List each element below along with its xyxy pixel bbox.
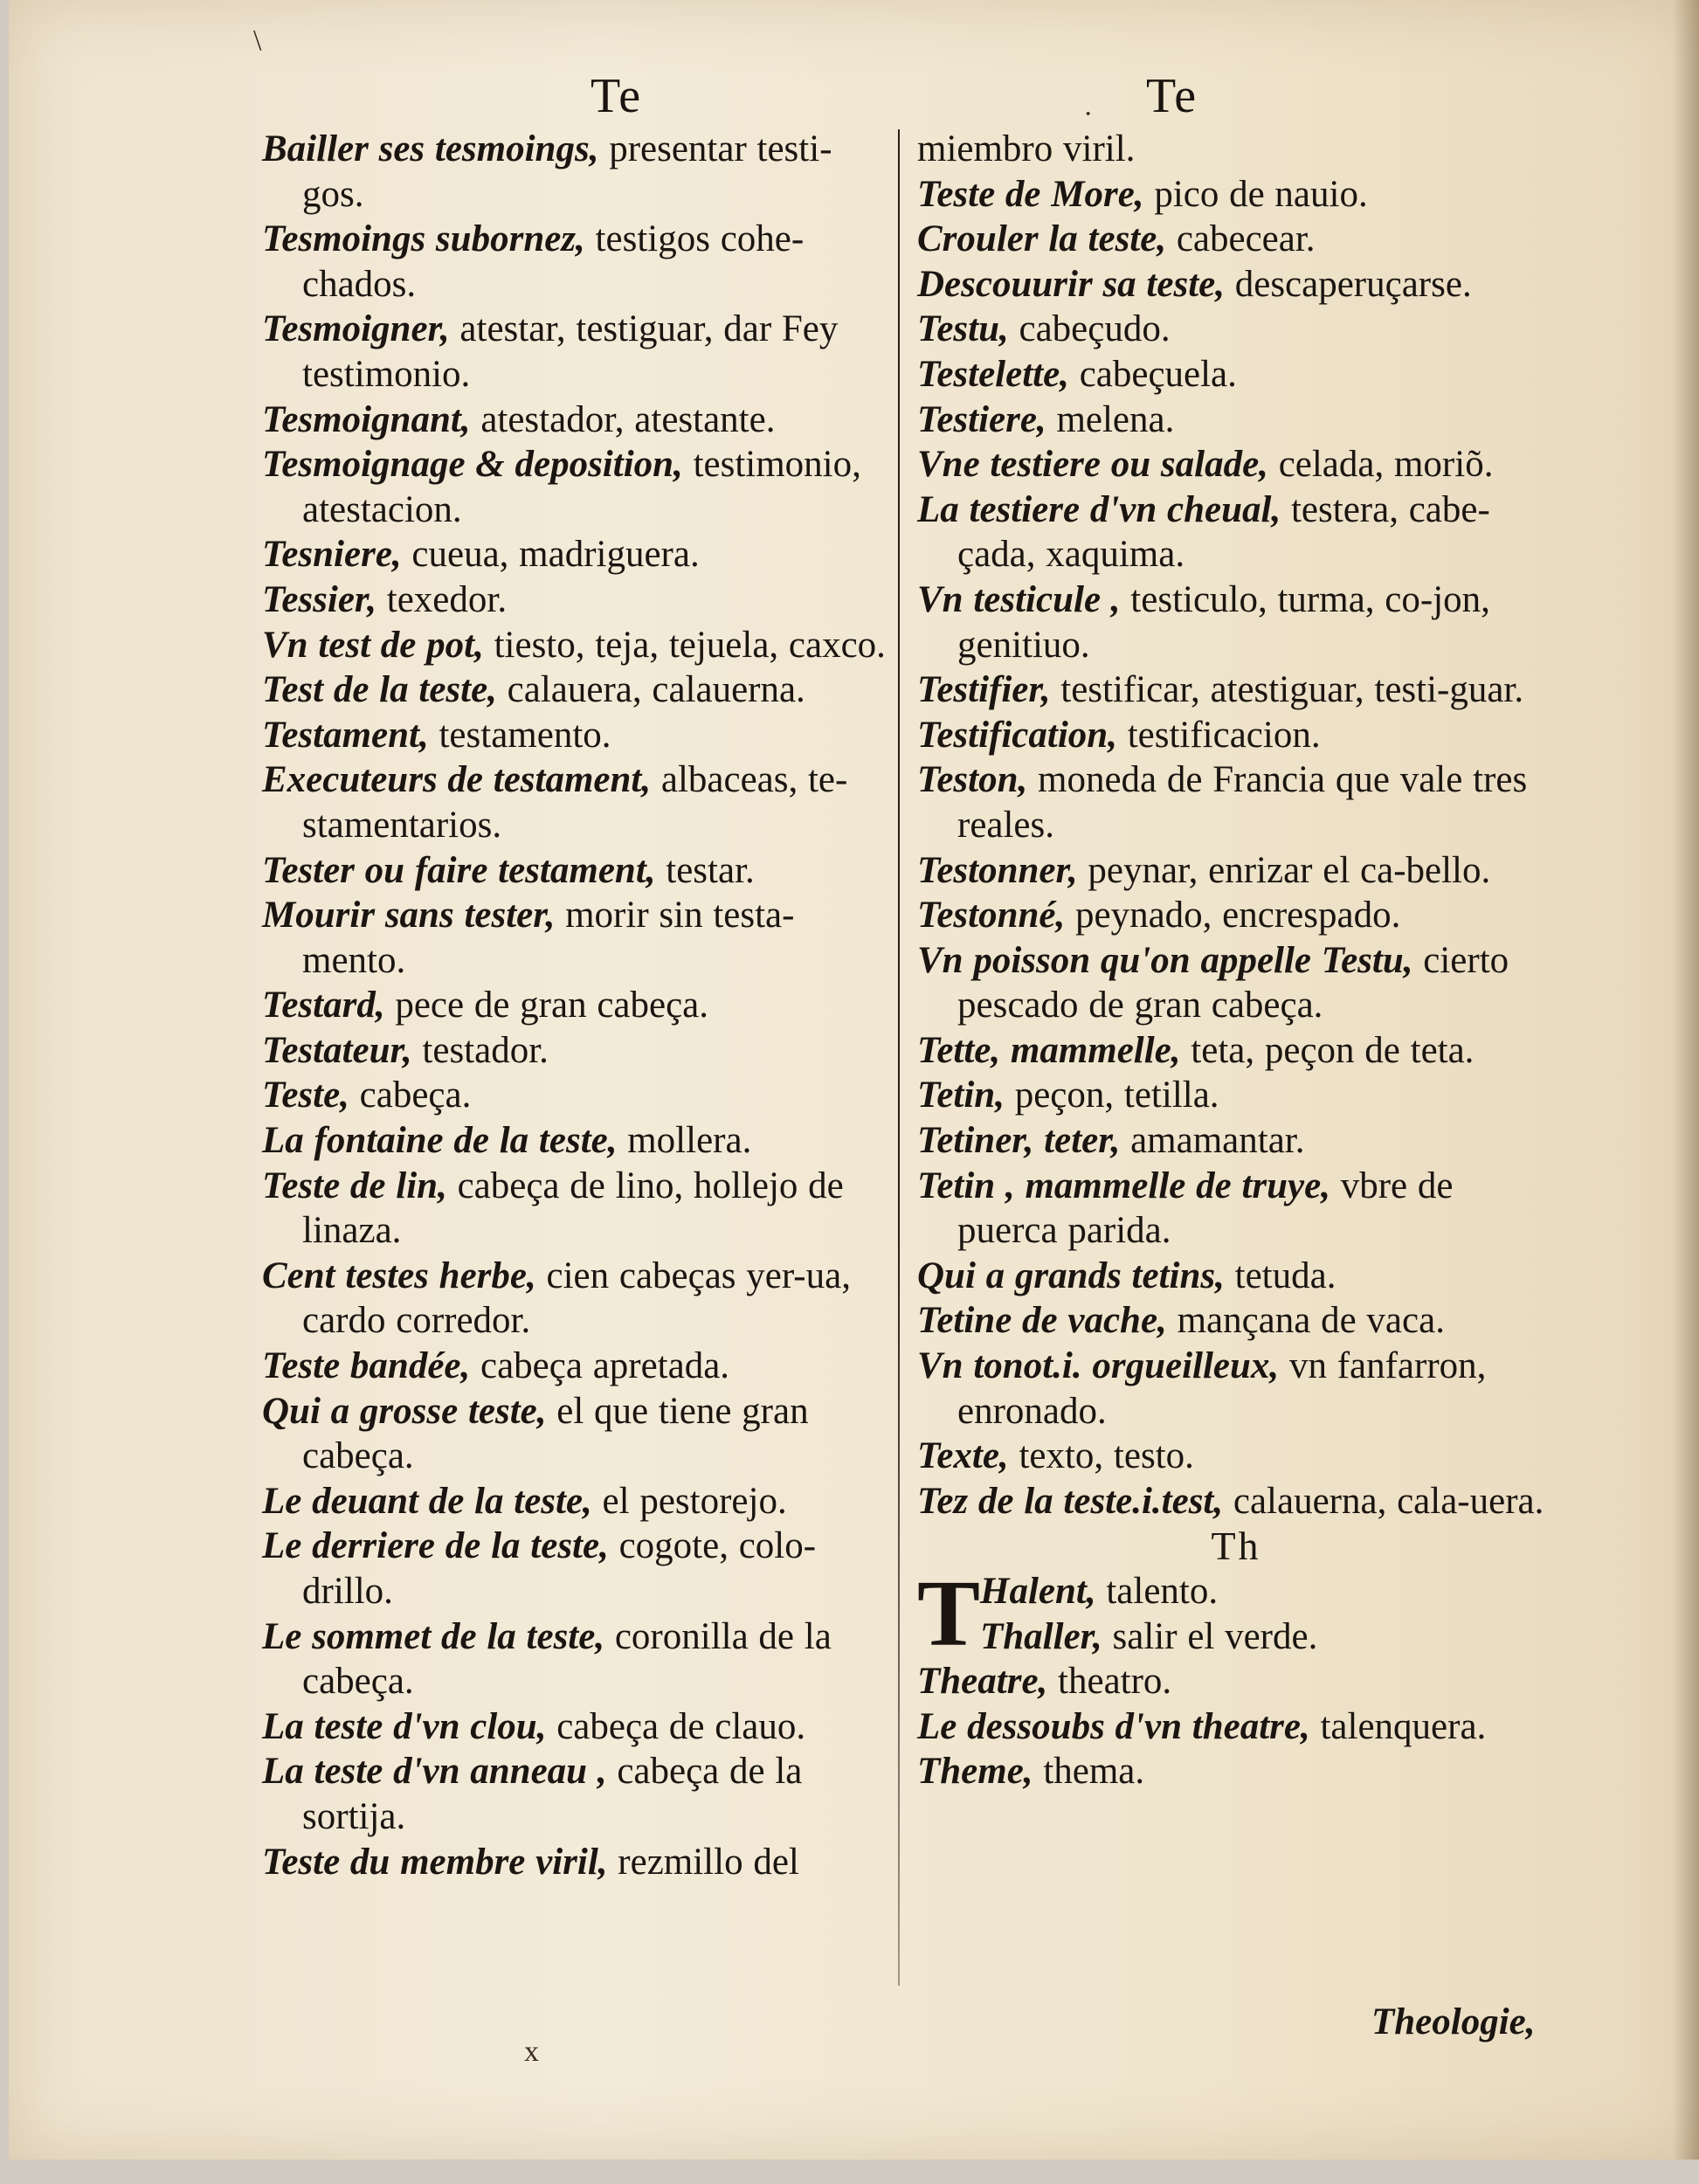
spanish-translation: texto, testo. xyxy=(1008,1435,1194,1477)
dictionary-entry xyxy=(262,1073,891,1118)
french-headword: Vne testiere ou salade, xyxy=(917,444,1268,486)
catchword: Theologie, xyxy=(1371,2001,1536,2042)
dictionary-entry xyxy=(917,1434,1555,1479)
french-headword: Texte, xyxy=(917,1435,1009,1477)
french-headword: Qui a grosse teste, xyxy=(262,1390,547,1432)
french-headword: La fontaine de la teste, xyxy=(262,1120,618,1162)
french-headword: Thaller, xyxy=(980,1615,1102,1657)
dictionary-entry xyxy=(917,848,1555,894)
french-headword: Qui a grands tetins, xyxy=(917,1254,1225,1296)
spanish-translation: atestar, testiguar, dar Fey testimonio. xyxy=(302,308,839,395)
french-headword: Tetine de vache, xyxy=(917,1300,1167,1342)
spanish-translation: melena. xyxy=(1046,398,1175,440)
spanish-translation: celada, moriõ. xyxy=(1267,444,1494,486)
dictionary-entry xyxy=(917,1749,1555,1794)
spanish-translation: atestador, atestante. xyxy=(470,398,776,440)
french-headword: Le dessoubs d'vn theatre, xyxy=(917,1705,1310,1747)
spanish-translation: cabeçuela. xyxy=(1068,353,1237,395)
french-headword: La teste d'vn clou, xyxy=(262,1705,547,1747)
dictionary-entry xyxy=(917,713,1555,758)
running-head-left: Te xyxy=(591,69,643,123)
dictionary-entry xyxy=(917,307,1555,352)
spanish-translation: testera, cabe-çada, xaquima. xyxy=(957,488,1490,576)
french-headword: La teste d'vn anneau , xyxy=(262,1751,607,1793)
column-divider xyxy=(898,129,900,1986)
dictionary-entry xyxy=(917,172,1555,218)
french-headword: Testonné, xyxy=(917,895,1066,936)
dictionary-entry xyxy=(262,532,891,577)
spanish-translation: cien cabeças yer-ua, cardo corredor. xyxy=(302,1254,851,1342)
french-headword: Bailler ses tesmoings, xyxy=(262,128,599,169)
french-headword: Testification, xyxy=(917,714,1117,756)
spanish-translation: testamento. xyxy=(428,714,611,756)
dictionary-entry xyxy=(917,1298,1555,1344)
dictionary-entry xyxy=(917,1704,1555,1750)
french-headword: Testifier, xyxy=(917,669,1051,711)
spanish-translation: cogote, colo-drillo. xyxy=(302,1525,817,1612)
th-section xyxy=(917,1562,1555,1794)
right-entries xyxy=(917,127,1555,1794)
dictionary-entry xyxy=(262,397,891,443)
spanish-translation: teta, peçon de teta. xyxy=(1180,1029,1475,1071)
dictionary-entry xyxy=(262,1749,891,1839)
right-entry-list xyxy=(917,127,1555,1524)
dictionary-entry xyxy=(262,1479,891,1524)
french-headword: Tesmoignant, xyxy=(262,398,471,440)
spanish-translation: cabeçudo. xyxy=(1008,308,1171,350)
spanish-translation: testificar, atestiguar, testi-guar. xyxy=(1050,669,1524,711)
spanish-translation: testimonio, atestacion. xyxy=(302,444,861,530)
dictionary-entry xyxy=(917,667,1555,713)
spanish-translation: tetuda. xyxy=(1224,1254,1336,1296)
spanish-translation: mollera. xyxy=(617,1120,752,1162)
dictionary-entry xyxy=(262,667,891,713)
french-headword: Executeurs de testament, xyxy=(262,759,652,801)
dictionary-entry xyxy=(262,623,891,668)
french-headword: Testonner, xyxy=(917,849,1078,891)
spanish-translation: cabeça apretada. xyxy=(470,1345,730,1387)
printer-mark: · xyxy=(1083,98,1094,130)
dictionary-entry xyxy=(917,1344,1555,1434)
french-headword: Tetin , mammelle de truye, xyxy=(917,1165,1330,1206)
french-headword: Testelette, xyxy=(917,353,1069,395)
dictionary-entry xyxy=(917,577,1555,667)
french-headword: Teste de lin, xyxy=(262,1165,447,1206)
dictionary-entry xyxy=(917,757,1555,847)
dictionary-entry xyxy=(262,217,891,307)
french-headword: Le sommet de la teste, xyxy=(262,1615,605,1657)
spanish-translation: mançana de vaca. xyxy=(1166,1300,1445,1342)
dictionary-entry xyxy=(917,1479,1555,1524)
spanish-translation: miembro viril. xyxy=(917,128,1136,169)
corner-mark: \ xyxy=(253,24,262,57)
spanish-translation: pico de nauio. xyxy=(1143,173,1368,215)
french-headword: Crouler la teste, xyxy=(917,218,1167,260)
dictionary-entry xyxy=(262,1254,891,1344)
dictionary-entry xyxy=(917,397,1555,443)
spanish-translation: calauerna, cala-uera. xyxy=(1223,1480,1544,1522)
dictionary-entry xyxy=(262,1164,891,1254)
french-headword: Tester ou faire testament, xyxy=(262,849,656,891)
french-headword: Testament, xyxy=(262,714,429,756)
french-headword: Cent testes herbe, xyxy=(262,1254,536,1296)
spanish-translation: talento. xyxy=(1095,1571,1219,1612)
french-headword: Teston, xyxy=(917,759,1028,801)
dictionary-entry xyxy=(262,1389,891,1479)
french-headword: Testiere, xyxy=(917,398,1046,440)
spanish-translation: cabecear. xyxy=(1166,218,1316,260)
french-headword: Tesmoings subornez, xyxy=(262,218,585,260)
spanish-translation: albaceas, te-stamentarios. xyxy=(302,759,848,846)
french-headword: Halent, xyxy=(980,1571,1096,1612)
french-headword: Le deuant de la teste, xyxy=(262,1480,592,1522)
french-headword: Tez de la teste.i.test, xyxy=(917,1480,1224,1522)
dictionary-entry xyxy=(262,983,891,1028)
french-headword: Vn test de pot, xyxy=(262,624,484,666)
french-headword: Vn poisson qu'on appelle Testu, xyxy=(917,939,1413,981)
dictionary-entry xyxy=(917,352,1555,397)
dictionary-entry xyxy=(262,713,891,758)
spanish-translation: coronilla de la cabeça. xyxy=(302,1615,832,1703)
spanish-translation: theatro. xyxy=(1047,1661,1172,1703)
dictionary-entry xyxy=(917,217,1555,262)
french-headword: Theatre, xyxy=(917,1661,1048,1703)
french-headword: Tesmoigner, xyxy=(262,308,450,350)
spanish-translation: cabeça de clauo. xyxy=(546,1705,806,1747)
dictionary-entry xyxy=(917,1659,1555,1704)
dictionary-entry xyxy=(917,487,1555,577)
french-headword: La testiere d'vn cheual, xyxy=(917,488,1281,530)
french-headword: Descouurir sa teste, xyxy=(917,263,1225,305)
french-headword: Tesniere, xyxy=(262,534,402,576)
french-headword: Testard, xyxy=(262,985,385,1026)
spanish-translation: cabeça. xyxy=(349,1075,472,1116)
dictionary-entry xyxy=(917,127,1555,172)
spanish-translation: testador. xyxy=(411,1029,549,1071)
spanish-translation: cierto pescado de gran cabeça. xyxy=(957,939,1509,1026)
spanish-translation: vbre de puerca parida. xyxy=(957,1165,1454,1252)
spanish-translation: thema. xyxy=(1033,1751,1145,1793)
dictionary-entry xyxy=(917,1254,1555,1299)
dictionary-entry xyxy=(917,442,1555,487)
french-headword: Tetiner, teter, xyxy=(917,1120,1121,1162)
french-headword: Testu, xyxy=(917,308,1009,350)
dictionary-entry xyxy=(917,262,1555,308)
spanish-translation: testigos cohe-chados. xyxy=(302,218,805,305)
dictionary-entry xyxy=(262,848,891,894)
spanish-translation: cabeça de la sortija. xyxy=(302,1751,803,1837)
spanish-translation: cabeça de lino, hollejo de linaza. xyxy=(302,1165,844,1252)
dictionary-entry xyxy=(262,1840,891,1885)
spanish-translation: testificacion. xyxy=(1116,714,1321,756)
spanish-translation: descaperuçarse. xyxy=(1224,263,1472,305)
spanish-translation: moneda de Francia que vale tres reales. xyxy=(957,759,1528,846)
spanish-translation: el que tiene gran cabeça. xyxy=(302,1390,809,1477)
spanish-translation: testar. xyxy=(655,849,755,891)
french-headword: Teste bandée, xyxy=(262,1345,471,1387)
section-heading-th: Th xyxy=(1211,1524,1261,1569)
drop-capital: T xyxy=(917,1562,981,1666)
footer-mark: x xyxy=(524,2035,539,2068)
spanish-translation: peynado, encrespado. xyxy=(1065,895,1401,936)
spanish-translation: cueua, madriguera. xyxy=(401,534,700,576)
dictionary-entry xyxy=(262,893,891,983)
dictionary-entry xyxy=(262,757,891,847)
spanish-translation: tiesto, teja, tejuela, caxco. xyxy=(483,624,886,666)
french-headword: Teste, xyxy=(262,1075,349,1116)
spanish-translation: peçon, tetilla. xyxy=(1004,1075,1219,1116)
dictionary-entry xyxy=(917,1028,1555,1074)
spanish-translation: morir sin testa-mento. xyxy=(302,895,795,981)
spanish-translation: peynar, enrizar el ca-bello. xyxy=(1077,849,1491,891)
french-headword: Mourir sans tester, xyxy=(262,895,556,936)
french-headword: Vn tonot.i. orgueilleux, xyxy=(917,1345,1280,1387)
spanish-translation: calauera, calauerna. xyxy=(496,669,805,711)
dictionary-entry xyxy=(917,1073,1555,1118)
french-headword: Tette, mammelle, xyxy=(917,1029,1181,1071)
spanish-translation: texedor. xyxy=(376,578,508,620)
dictionary-entry xyxy=(917,938,1555,1028)
dictionary-entry xyxy=(262,1028,891,1074)
dictionary-entry xyxy=(917,1614,1555,1660)
spanish-translation: testiculo, turma, co-jon, genitiuo. xyxy=(957,578,1490,666)
dictionary-entry xyxy=(262,577,891,623)
dictionary-entry xyxy=(262,1344,891,1389)
spanish-translation: rezmillo del xyxy=(607,1841,799,1883)
dictionary-entry xyxy=(262,307,891,397)
left-entries xyxy=(262,127,891,1884)
running-head-right: Te xyxy=(1146,69,1198,123)
spanish-translation: pece de gran cabeça. xyxy=(384,985,709,1026)
french-headword: Test de la teste, xyxy=(262,669,497,711)
spanish-translation: vn fanfarron, enronado. xyxy=(957,1345,1487,1432)
french-headword: Teste du membre viril, xyxy=(262,1841,608,1883)
dictionary-entry xyxy=(917,1164,1555,1254)
dictionary-entry xyxy=(262,442,891,532)
french-headword: Vn testicule , xyxy=(917,578,1121,620)
dictionary-entry xyxy=(262,127,891,217)
dictionary-entry xyxy=(262,1614,891,1704)
dictionary-entry xyxy=(262,1118,891,1164)
spanish-translation: amamantar. xyxy=(1120,1120,1305,1162)
th-entry-list xyxy=(917,1562,1555,1794)
french-headword: Tessier, xyxy=(262,578,377,620)
french-headword: Theme, xyxy=(917,1751,1033,1793)
dictionary-entry xyxy=(262,1704,891,1750)
french-headword: Tesmoignage & deposition, xyxy=(262,444,683,486)
spanish-translation: salir el verde. xyxy=(1102,1615,1318,1657)
spanish-translation: el pestorejo. xyxy=(591,1480,787,1522)
spanish-translation: talenquera. xyxy=(1309,1705,1487,1747)
dictionary-entry xyxy=(917,1569,1555,1614)
dictionary-entry xyxy=(917,893,1555,938)
french-headword: Testateur, xyxy=(262,1029,412,1071)
french-headword: Tetin, xyxy=(917,1075,1005,1116)
french-headword: Le derriere de la teste, xyxy=(262,1525,609,1567)
dictionary-entry xyxy=(262,1524,891,1614)
french-headword: Teste de More, xyxy=(917,173,1144,215)
spanish-translation: presentar testi-gos. xyxy=(302,128,832,215)
dictionary-entry xyxy=(917,1118,1555,1164)
